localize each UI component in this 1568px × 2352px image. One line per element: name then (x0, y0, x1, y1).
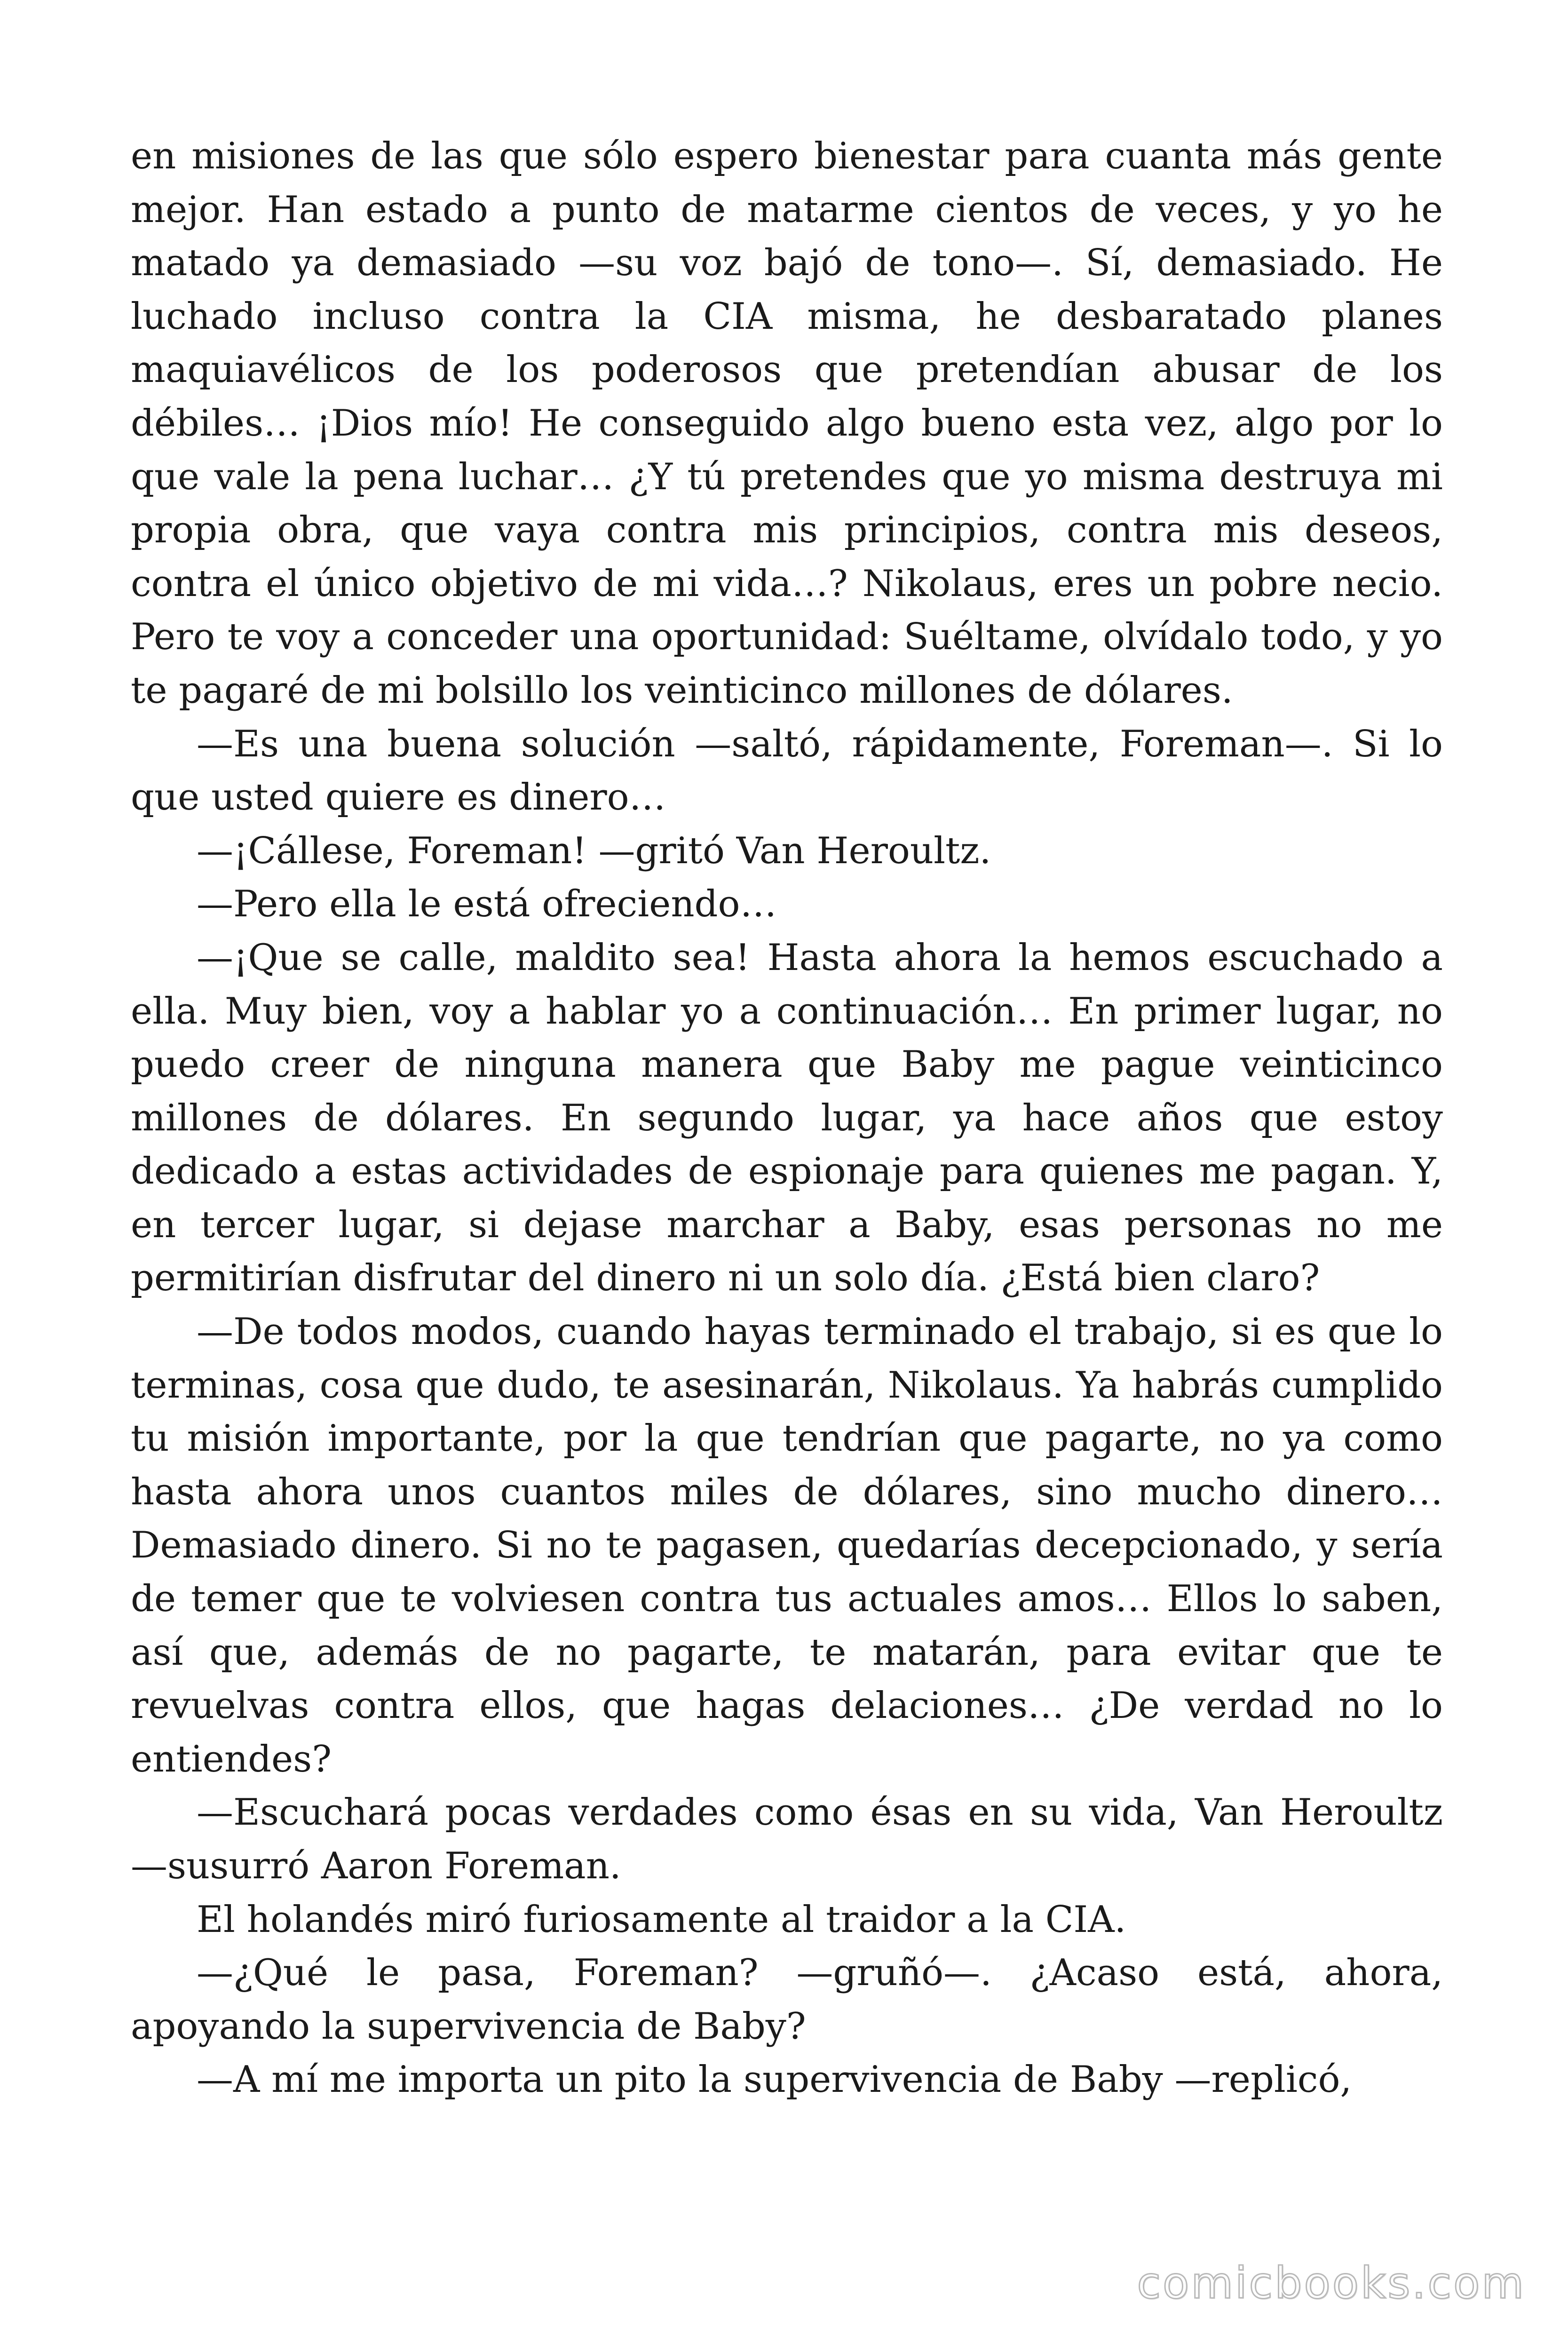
paragraph: —De todos modos, cuando hayas terminado el trabajo, si es que lo terminas, cosa que dudo, te asesinarán, Nikolaus. Ya habrás cumplido tu misión importante, por la que tendrían que pagarte, no ya como hasta ahora unos cuantos miles de dólares, sino mucho dinero… Demasiado dinero. Si no te pagasen, quedarías decepcionado, y sería de temer que te volviesen contra tus actuales amos… Ellos lo saben, así que, además de no pagarte, te matarán, para evitar que te revuelvas contra ellos, que hagas delaciones… ¿De verdad no lo entiendes? (131, 1311, 1443, 1780)
watermark: comicbooks.com (1137, 2258, 1526, 2308)
paragraph: —A mí me importa un pito la supervivencia de Baby —replicó, (197, 2058, 1352, 2101)
paragraph: —¿Qué le pasa, Foreman? —gruñó—. ¿Acaso está, ahora, apoyando la supervivencia de Baby? (131, 1952, 1443, 2048)
paragraph: El holandés miró furiosamente al traidor a la CIA. (197, 1898, 1126, 1941)
paragraph: —¡Que se calle, maldito sea! Hasta ahora la hemos escuchado a ella. Muy bien, voy a hablar yo a continuación… En primer lugar, no puedo creer de ninguna manera que Baby me pague veinticinco millones de dólares. En segundo lugar, ya hace años que estoy dedicado a estas actividades de espionaje para quienes me pagan. Y, en tercer lugar, si dejase marchar a Baby, esas personas no me permitirían disfrutar del dinero ni un solo día. ¿Está bien claro? (131, 936, 1443, 1300)
paragraph: —Escuchará pocas verdades como ésas en su vida, Van Heroultz —susurró Aaron Foreman. (131, 1791, 1443, 1887)
page-body (131, 130, 1443, 2107)
paragraph: —Pero ella le está ofreciendo… (197, 883, 777, 926)
paragraph: en misiones de las que sólo espero bienestar para cuanta más gente mejor. Han estado a punto de matarme cientos de veces, y yo he matado ya demasiado —su voz bajó de tono—. Sí, demasiado. He luchado incluso contra la CIA misma, he desbaratado planes maquiavélicos de los poderosos que pretendían abusar de los débiles… ¡Dios mío! He conseguido algo bueno esta vez, algo por lo que vale la pena luchar… ¿Y tú pretendes que yo misma destruya mi propia obra, que vaya contra mis principios, contra mis deseos, contra el único objetivo de mi vida…? Nikolaus, eres un pobre necio. Pero te voy a conceder una oportunidad: Suéltame, olvídalo todo, y yo te pagaré de mi bolsillo los veinticinco millones de dólares. (131, 135, 1443, 712)
paragraph: —Es una buena solución —saltó, rápidamente, Foreman—. Si lo que usted quiere es dinero… (131, 723, 1443, 819)
paragraph: —¡Cállese, Foreman! —gritó Van Heroultz. (197, 829, 991, 872)
